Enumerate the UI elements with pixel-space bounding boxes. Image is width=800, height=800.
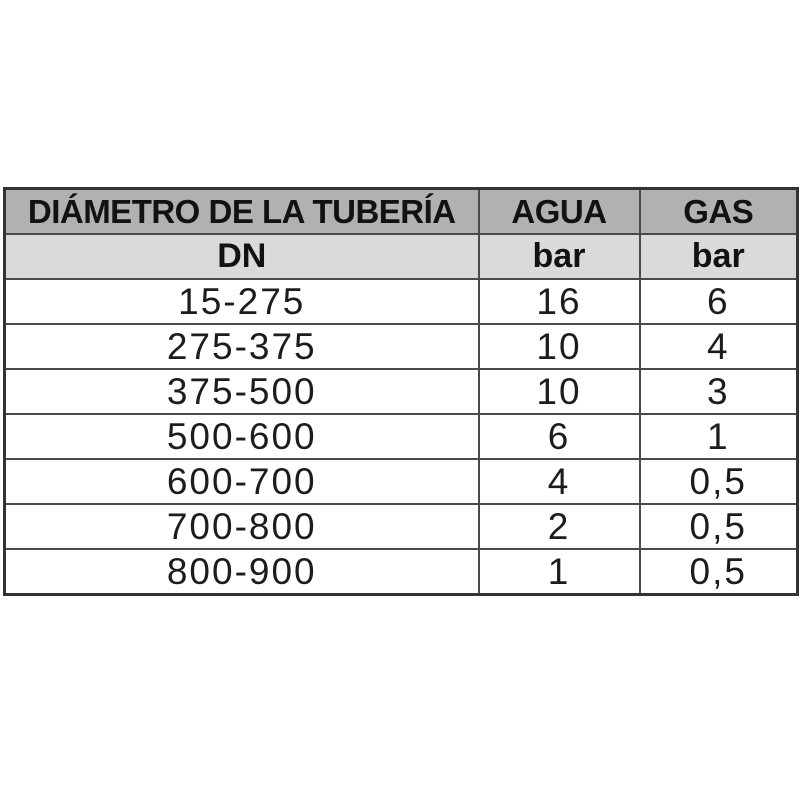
cell-agua: 6 xyxy=(479,414,640,459)
cell-gas: 6 xyxy=(640,279,798,324)
table-row xyxy=(5,504,798,549)
subheader-dn: DN xyxy=(5,234,479,279)
cell-gas: 1 xyxy=(640,414,798,459)
cell-dn: 500-600 xyxy=(5,414,479,459)
cell-gas: 0,5 xyxy=(640,549,798,595)
header-agua: AGUA xyxy=(479,189,640,235)
table-row xyxy=(5,549,798,595)
cell-dn: 600-700 xyxy=(5,459,479,504)
cell-gas: 0,5 xyxy=(640,459,798,504)
cell-dn: 15-275 xyxy=(5,279,479,324)
cell-gas: 4 xyxy=(640,324,798,369)
subheader-gas-unit: bar xyxy=(640,234,798,279)
table-row xyxy=(5,369,798,414)
table-row xyxy=(5,324,798,369)
table-row xyxy=(5,414,798,459)
pressure-table xyxy=(3,187,799,596)
pressure-table-container xyxy=(3,187,796,596)
cell-dn: 800-900 xyxy=(5,549,479,595)
cell-agua: 10 xyxy=(479,324,640,369)
cell-agua: 4 xyxy=(479,459,640,504)
subheader-row xyxy=(5,234,798,279)
cell-dn: 375-500 xyxy=(5,369,479,414)
cell-dn: 275-375 xyxy=(5,324,479,369)
subheader-agua-unit: bar xyxy=(479,234,640,279)
cell-gas: 3 xyxy=(640,369,798,414)
cell-agua: 10 xyxy=(479,369,640,414)
cell-agua: 1 xyxy=(479,549,640,595)
cell-agua: 16 xyxy=(479,279,640,324)
table-row xyxy=(5,459,798,504)
table-row xyxy=(5,279,798,324)
cell-gas: 0,5 xyxy=(640,504,798,549)
cell-dn: 700-800 xyxy=(5,504,479,549)
header-row xyxy=(5,189,798,235)
header-diametro: DIÁMETRO DE LA TUBERÍA xyxy=(5,189,479,235)
header-gas: GAS xyxy=(640,189,798,235)
cell-agua: 2 xyxy=(479,504,640,549)
